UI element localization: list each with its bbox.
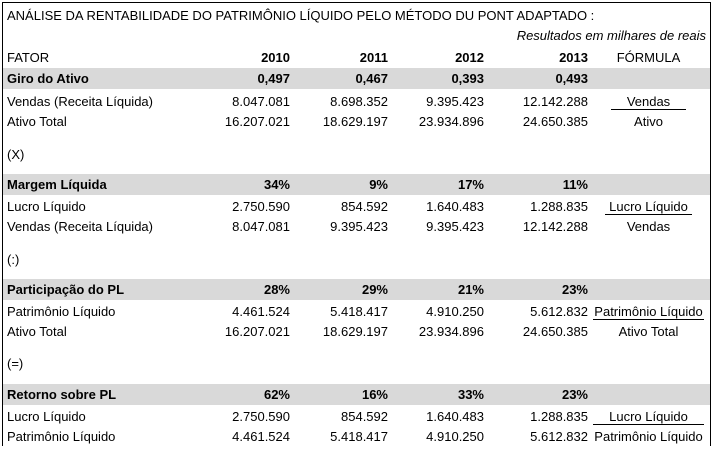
participacao-2013: 23% [561, 282, 588, 297]
spreadsheet-table [2, 2, 711, 446]
row-label: Patrimônio Líquido [7, 429, 116, 444]
table-row [3, 301, 710, 322]
giro-2011: 0,467 [355, 71, 388, 86]
row-label: Lucro Líquido [7, 409, 86, 424]
table-row [3, 216, 710, 237]
giro-ativo-label: Giro do Ativo [7, 71, 89, 86]
operator-multiply: (X) [7, 147, 25, 162]
cell-2010: 16.207.021 [224, 114, 290, 129]
formula-numerator: Lucro Líquido [587, 406, 710, 427]
cell-2011: 18.629.197 [322, 114, 388, 129]
table-row [3, 406, 710, 427]
formula-numerator: Lucro Líquido [587, 196, 710, 217]
cell-2013: 1.288.835 [530, 199, 588, 214]
giro-2012: 0,393 [451, 71, 484, 86]
header-fator: FATOR [7, 50, 50, 65]
cell-2010: 4.461.524 [232, 304, 290, 319]
margem-2011: 9% [369, 177, 388, 192]
participacao-pl-label: Participação do PL [7, 282, 125, 297]
page-title: ANÁLISE DA RENTABILIDADE DO PATRIMÔNIO LÍQUIDO PELO MÉTODO DU PONT ADAPTADO : [7, 8, 595, 23]
cell-2012: 1.640.483 [426, 409, 484, 424]
row-label: Vendas (Receita Líquida) [7, 94, 153, 109]
margem-liquida-label: Margem Líquida [7, 177, 107, 192]
cell-2011: 8.698.352 [330, 94, 388, 109]
retorno-2011: 16% [361, 387, 388, 402]
cell-2010: 16.207.021 [224, 324, 290, 339]
header-2013: 2013 [559, 50, 588, 65]
cell-2011: 854.592 [341, 199, 388, 214]
margem-2012: 17% [457, 177, 484, 192]
participacao-2012: 21% [457, 282, 484, 297]
row-label: Ativo Total [7, 114, 67, 129]
table-row [3, 91, 710, 112]
formula-denominator: Ativo [634, 114, 663, 129]
retorno-2013: 23% [561, 387, 588, 402]
formula-denominator: Vendas [626, 219, 671, 234]
units-subtitle: Resultados em milhares de reais [516, 28, 706, 43]
cell-2011: 5.418.417 [330, 429, 388, 444]
header-2012: 2012 [455, 50, 484, 65]
operator-row [3, 144, 710, 165]
cell-2012: 1.640.483 [426, 199, 484, 214]
header-formula: FÓRMULA [616, 50, 681, 65]
table-row [3, 426, 710, 447]
margem-2010: 34% [263, 177, 290, 192]
cell-2012: 23.934.896 [418, 114, 484, 129]
row-label: Ativo Total [7, 324, 67, 339]
table-row [3, 321, 710, 342]
operator-equals: (=) [7, 356, 24, 371]
cell-2013: 12.142.288 [522, 94, 588, 109]
cell-2010: 2.750.590 [232, 199, 290, 214]
giro-ativo-row [3, 68, 710, 89]
cell-2013: 24.650.385 [522, 324, 588, 339]
operator-row [3, 249, 710, 270]
row-label: Lucro Líquido [7, 199, 86, 214]
formula-denominator: Ativo Total [618, 324, 679, 339]
cell-2012: 23.934.896 [418, 324, 484, 339]
cell-2011: 18.629.197 [322, 324, 388, 339]
formula-denominator: Patrimônio Líquido [594, 429, 703, 444]
cell-2012: 9.395.423 [426, 94, 484, 109]
cell-2013: 1.288.835 [530, 409, 588, 424]
row-label: Vendas (Receita Líquida) [7, 219, 153, 234]
operator-divide: (:) [7, 252, 20, 267]
table-row [3, 111, 710, 132]
header-row [3, 47, 710, 68]
cell-2010: 8.047.081 [232, 219, 290, 234]
retorno-2012: 33% [457, 387, 484, 402]
giro-2013: 0,493 [555, 71, 588, 86]
formula-numerator: Patrimônio Líquido [594, 304, 703, 319]
cell-2011: 9.395.423 [330, 219, 388, 234]
cell-2010: 8.047.081 [232, 94, 290, 109]
cell-2013: 5.612.832 [530, 304, 588, 319]
cell-2013: 5.612.832 [530, 429, 588, 444]
formula-numerator: Vendas [587, 91, 710, 112]
header-2011: 2011 [359, 50, 388, 65]
cell-2011: 854.592 [341, 409, 388, 424]
cell-2012: 4.910.250 [426, 304, 484, 319]
cell-2013: 24.650.385 [522, 114, 588, 129]
cell-2010: 2.750.590 [232, 409, 290, 424]
participacao-pl-row [3, 279, 710, 300]
table-row [3, 196, 710, 217]
operator-row [3, 353, 710, 374]
cell-2013: 12.142.288 [522, 219, 588, 234]
giro-2010: 0,497 [257, 71, 290, 86]
margem-liquida-row [3, 174, 710, 195]
cell-2011: 5.418.417 [330, 304, 388, 319]
row-label: Patrimônio Líquido [7, 304, 116, 319]
retorno-2010: 62% [263, 387, 290, 402]
retorno-pl-row [3, 384, 710, 405]
header-2010: 2010 [261, 50, 290, 65]
participacao-2011: 29% [361, 282, 388, 297]
margem-2013: 11% [562, 177, 588, 192]
cell-2010: 4.461.524 [232, 429, 290, 444]
retorno-pl-label: Retorno sobre PL [7, 387, 117, 402]
cell-2012: 9.395.423 [426, 219, 484, 234]
participacao-2010: 28% [263, 282, 290, 297]
cell-2012: 4.910.250 [426, 429, 484, 444]
